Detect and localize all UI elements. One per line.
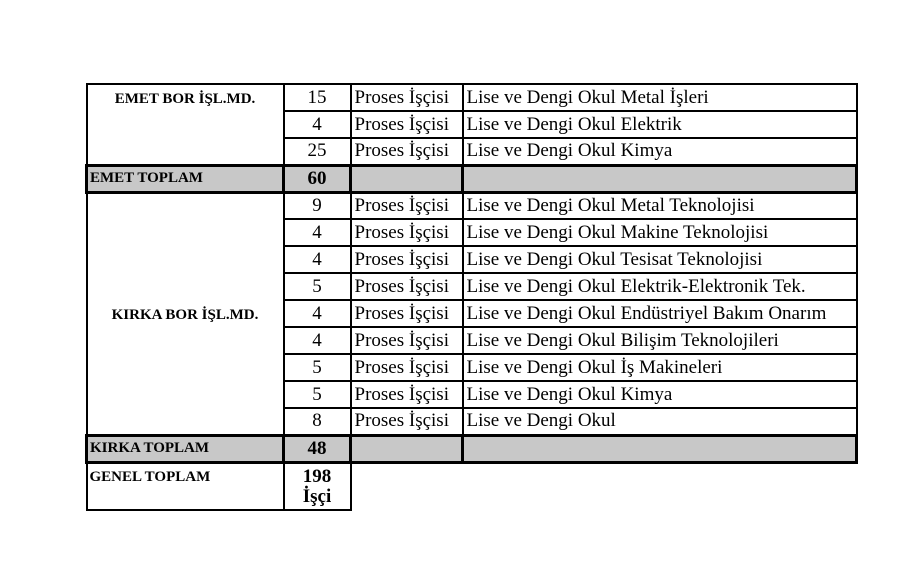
kirka-total-row (87, 435, 857, 462)
unit-name-emet: EMET BOR İŞL.MD. (87, 84, 284, 165)
count-cell: 4 (284, 327, 351, 354)
education-cell: Lise ve Dengi Okul Endüstriyel Bakım Onarım (463, 300, 857, 327)
count-cell: 25 (284, 138, 351, 165)
blank-cell (463, 462, 857, 510)
staff-table (85, 83, 858, 511)
grand-total-count: 198 (302, 466, 332, 488)
blank-cell (351, 462, 463, 510)
position-cell: Proses İşçisi (351, 138, 463, 165)
position-cell: Proses İşçisi (351, 300, 463, 327)
education-cell: Lise ve Dengi Okul Metal Teknolojisi (463, 192, 857, 219)
table-row (87, 84, 857, 111)
education-cell: Lise ve Dengi Okul (463, 408, 857, 435)
count-cell: 4 (284, 300, 351, 327)
empty-cell (463, 435, 857, 462)
grand-total-label: GENEL TOPLAM (87, 462, 284, 510)
education-cell: Lise ve Dengi Okul Kimya (463, 381, 857, 408)
table-row (87, 192, 857, 219)
position-cell: Proses İşçisi (351, 84, 463, 111)
count-cell: 4 (284, 111, 351, 138)
position-cell: Proses İşçisi (351, 381, 463, 408)
count-cell: 4 (284, 246, 351, 273)
count-cell: 8 (284, 408, 351, 435)
position-cell: Proses İşçisi (351, 327, 463, 354)
count-cell: 4 (284, 219, 351, 246)
count-cell: 5 (284, 273, 351, 300)
education-cell: Lise ve Dengi Okul Bilişim Teknolojileri (463, 327, 857, 354)
emet-total-row (87, 165, 857, 192)
kirka-total-label: KIRKA TOPLAM (87, 435, 284, 462)
empty-cell (463, 165, 857, 192)
education-cell: Lise ve Dengi Okul Elektrik (463, 111, 857, 138)
education-cell: Lise ve Dengi Okul Tesisat Teknolojisi (463, 246, 857, 273)
count-cell: 5 (284, 381, 351, 408)
position-cell: Proses İşçisi (351, 219, 463, 246)
position-cell: Proses İşçisi (351, 111, 463, 138)
count-cell: 5 (284, 354, 351, 381)
education-cell: Lise ve Dengi Okul Metal İşleri (463, 84, 857, 111)
unit-name-kirka: KIRKA BOR İŞL.MD. (87, 192, 284, 435)
position-cell: Proses İşçisi (351, 192, 463, 219)
position-cell: Proses İşçisi (351, 408, 463, 435)
education-cell: Lise ve Dengi Okul Elektrik-Elektronik Tek. (463, 273, 857, 300)
education-cell: Lise ve Dengi Okul Makine Teknolojisi (463, 219, 857, 246)
education-cell: Lise ve Dengi Okul Kimya (463, 138, 857, 165)
count-cell: 15 (284, 84, 351, 111)
grand-total-row (87, 462, 857, 510)
kirka-total-count: 48 (284, 435, 351, 462)
count-cell: 9 (284, 192, 351, 219)
position-cell: Proses İşçisi (351, 354, 463, 381)
emet-total-count: 60 (284, 165, 351, 192)
empty-cell (351, 165, 463, 192)
grand-total-cell (284, 462, 351, 510)
position-cell: Proses İşçisi (351, 246, 463, 273)
position-cell: Proses İşçisi (351, 273, 463, 300)
empty-cell (351, 435, 463, 462)
grand-total-unit: İşçi (302, 486, 332, 508)
education-cell: Lise ve Dengi Okul İş Makineleri (463, 354, 857, 381)
emet-total-label: EMET TOPLAM (87, 165, 284, 192)
